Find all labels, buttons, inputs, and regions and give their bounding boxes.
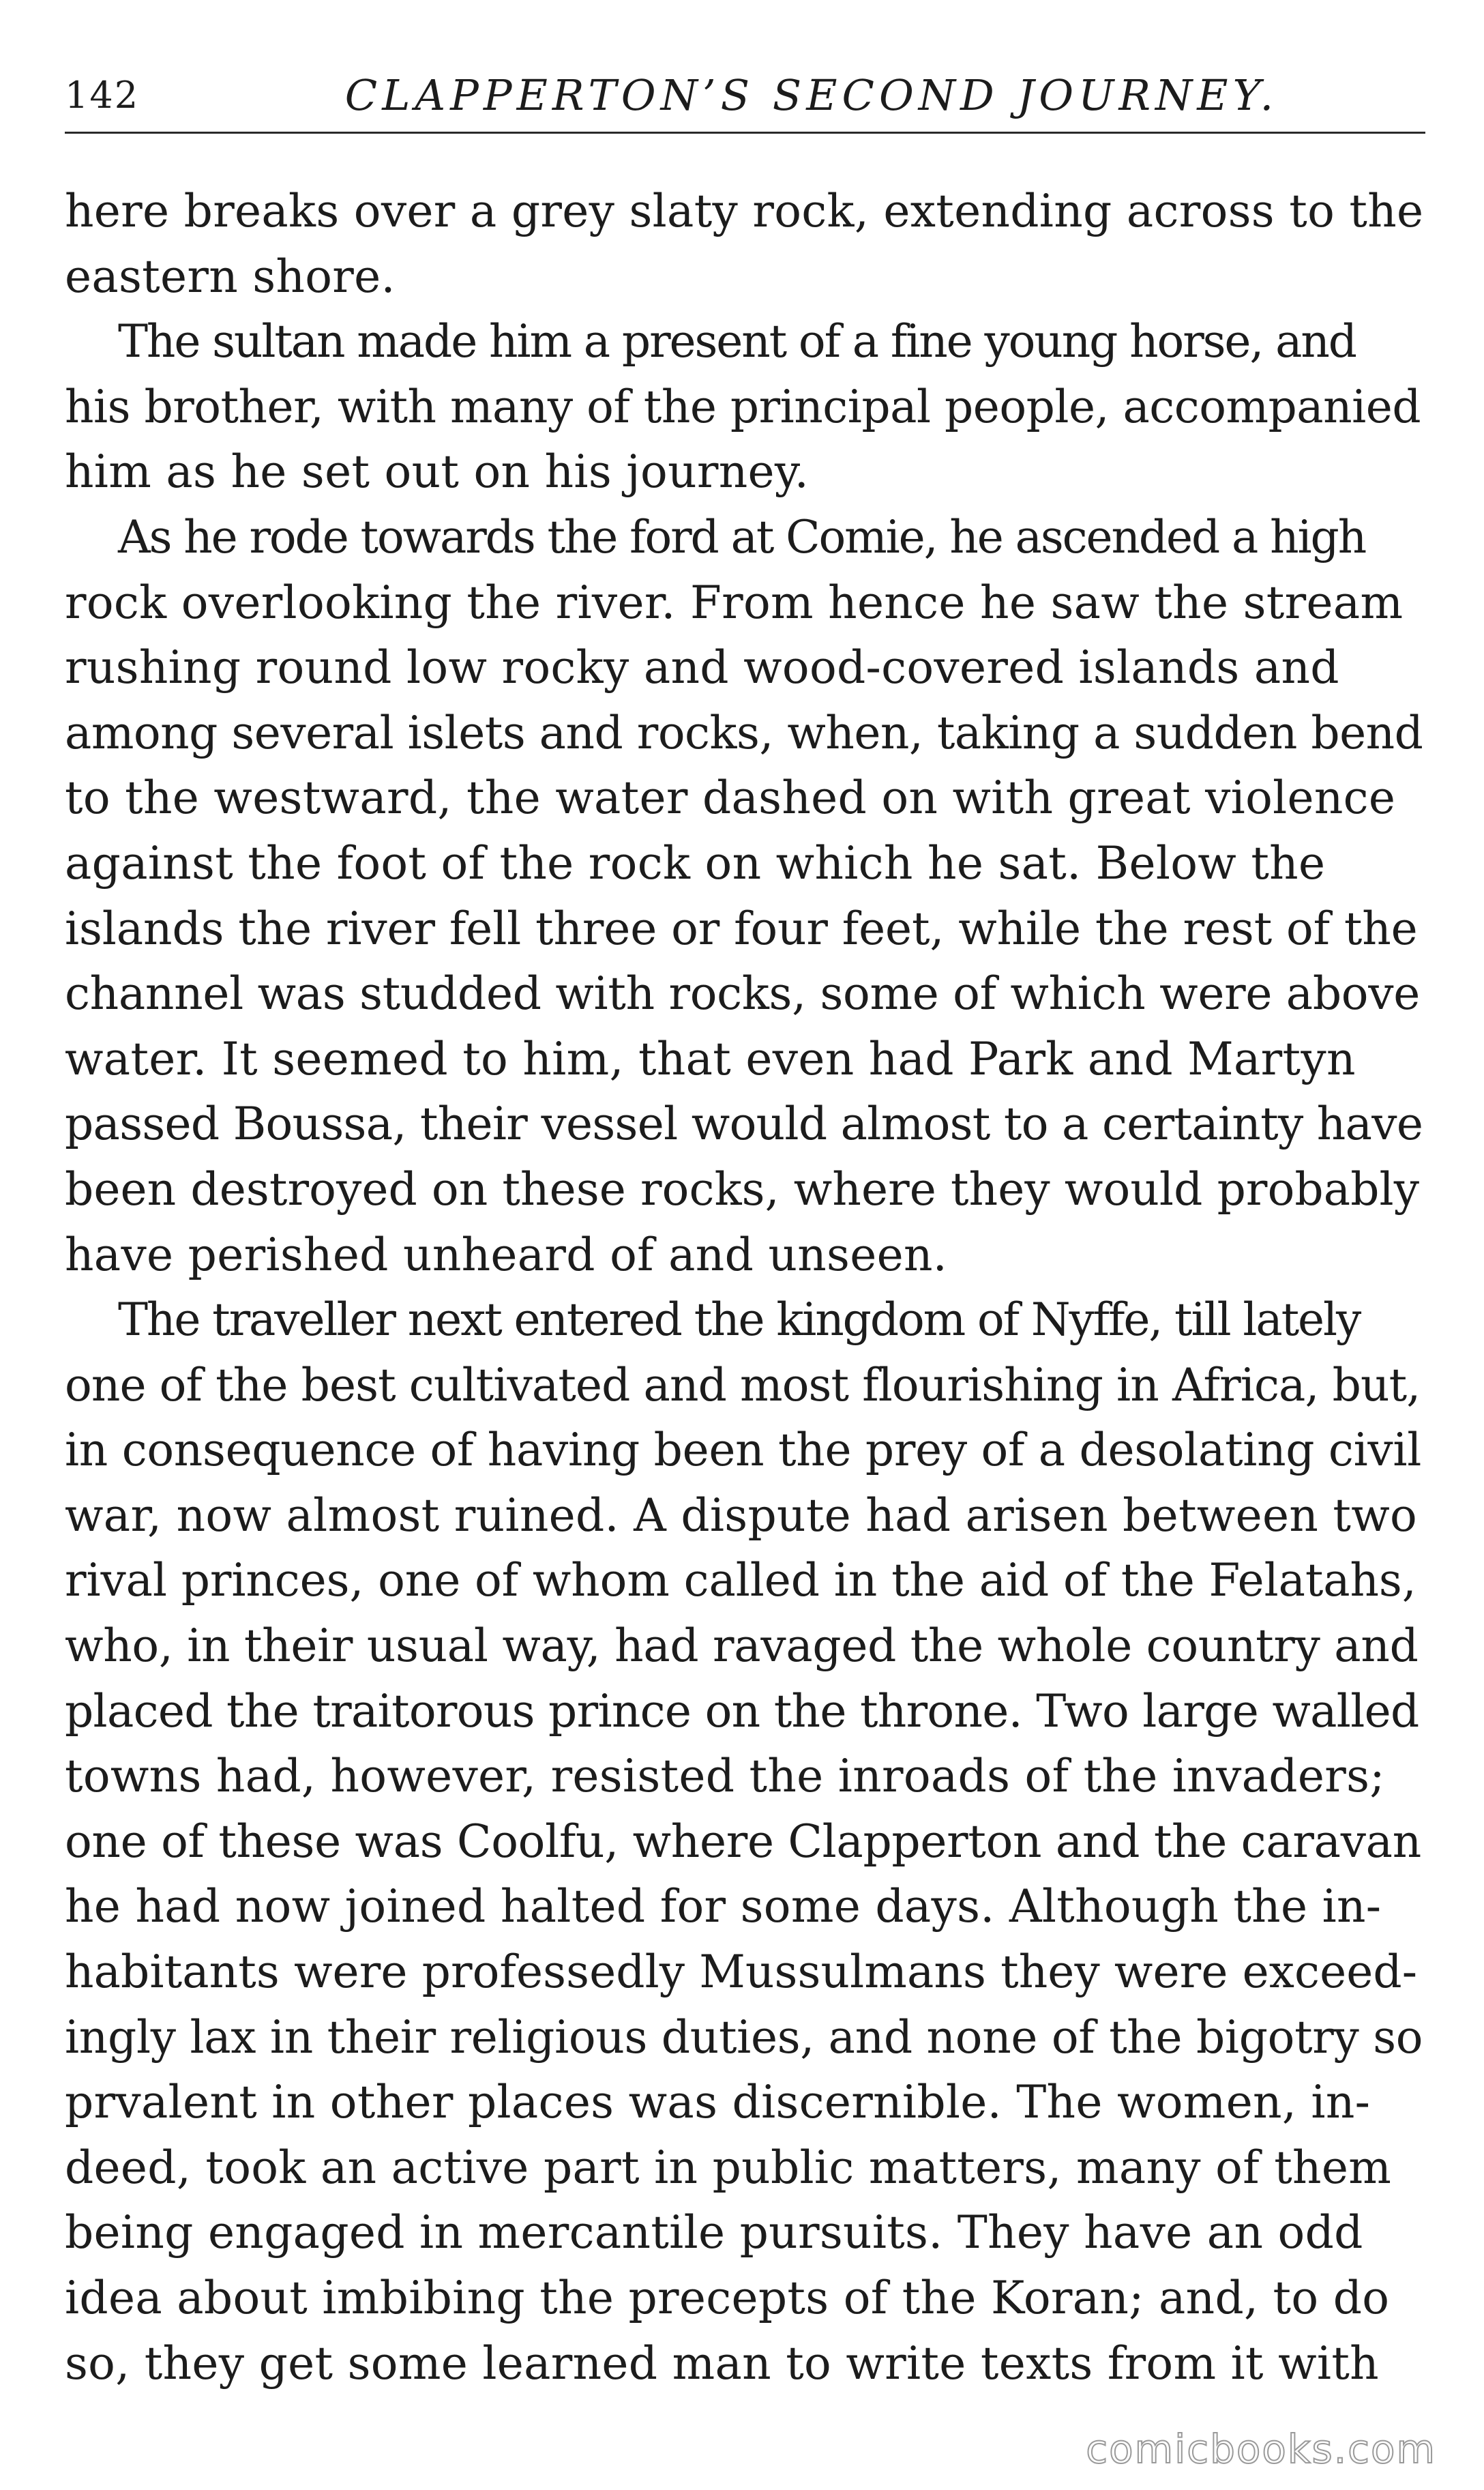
page-number: 142 — [65, 74, 140, 117]
text-line: rival princes, one of whom called in the aid of the Felatahs, — [65, 1554, 1416, 1607]
body-text — [65, 179, 1422, 2396]
text-line: towns had, however, resisted the inroads of the invaders; — [65, 1750, 1385, 1803]
text-line: rushing round low rocky and wood-covered islands and — [65, 641, 1339, 694]
text-line: him as he set out on his journey. — [65, 445, 810, 499]
text-line: been destroyed on these rocks, where they would probably — [65, 1162, 1420, 1216]
text-line: one of these was Coolfu, where Clapperton and the caravan — [65, 1815, 1421, 1868]
paragraph — [65, 1287, 1422, 2396]
text-line: he had now joined halted for some days. Although the in- — [65, 1880, 1382, 1933]
text-line: water. It seemed to him, that even had Park and Martyn — [65, 1032, 1356, 1085]
text-line: eastern shore. — [65, 250, 396, 303]
text-line: habitants were professedly Mussulmans they were exceed- — [65, 1946, 1418, 1999]
paragraph — [65, 309, 1422, 505]
text-line: The sultan made him a present of a fine young horse, and — [118, 315, 1356, 368]
text-line: being engaged in mercantile pursuits. They have an odd — [65, 2206, 1363, 2259]
text-line: to the westward, the water dashed on with great violence — [65, 772, 1396, 825]
text-line: war, now almost ruined. A dispute had arisen between two — [65, 1489, 1418, 1542]
text-line: among several islets and rocks, when, taking a sudden bend — [65, 706, 1423, 759]
paragraph — [65, 505, 1422, 1287]
text-line: his brother, with many of the principal people, accompanied — [65, 380, 1421, 433]
text-line: in consequence of having been the prey of a desolating civil — [65, 1424, 1422, 1477]
text-line: rock overlooking the river. From hence he saw the stream — [65, 576, 1404, 629]
text-line: prvalent in other places was discernible. The women, in- — [65, 2076, 1371, 2129]
text-line: channel was studded with rocks, some of which were above — [65, 967, 1420, 1021]
text-line: have perished unheard of and unseen. — [65, 1228, 948, 1281]
watermark: comicbooks.com — [1086, 2426, 1436, 2472]
text-line: idea about imbibing the precepts of the Koran; and, to do — [65, 2272, 1390, 2324]
text-line: here breaks over a grey slaty rock, extending across to the — [65, 185, 1424, 237]
text-line: As he rode towards the ford at Comie, he ascended a high — [118, 510, 1366, 563]
text-line: islands the river fell three or four feet, while the rest of the — [65, 902, 1418, 955]
header-rule — [65, 132, 1425, 134]
text-line: passed Boussa, their vessel would almost to a certainty have — [65, 1098, 1423, 1151]
text-line: so, they get some learned man to write texts from it with — [65, 2337, 1379, 2390]
paragraph — [65, 179, 1422, 309]
text-line: one of the best cultivated and most flourishing in Africa, but, — [65, 1358, 1421, 1411]
text-line: deed, took an active part in public matters, many of them — [65, 2141, 1392, 2194]
page-header — [65, 68, 1422, 130]
running-head: CLAPPERTON’S SECOND JOURNEY. — [344, 70, 1279, 120]
text-line: ingly lax in their religious duties, and none of the bigotry so — [65, 2010, 1423, 2064]
text-line: against the foot of the rock on which he sat. Below the — [65, 836, 1326, 890]
text-line: The traveller next entered the kingdom of Nyffe, till lately — [118, 1293, 1361, 1347]
text-line: who, in their usual way, had ravaged the whole country and — [65, 1620, 1419, 1673]
text-line: placed the traitorous prince on the throne. Two large walled — [65, 1684, 1419, 1738]
